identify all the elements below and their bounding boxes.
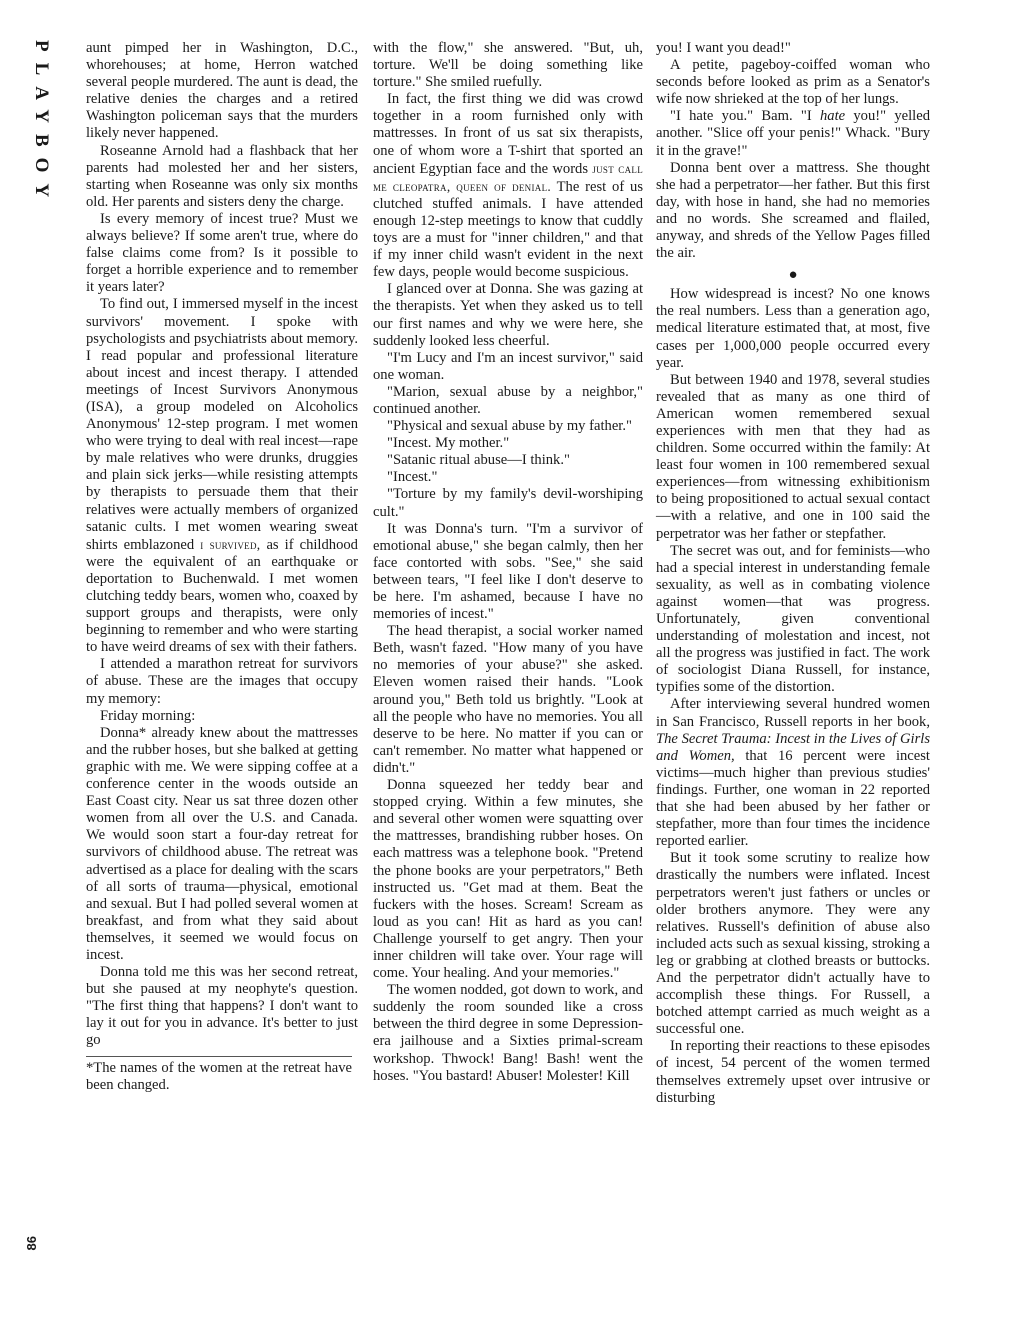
- paragraph: Donna* already knew about the mattresses and the rubber hoses, but she balked at getting graphic with me. We were sipping coffee at a conference center in the woods outside an East Coast city. Near us sat three dozen other women from all over the U.S. and Canada. We would soon start a four-day retreat for survivors of childhood abuse. The retreat was advertised as a place for dealing with the scars of all sorts of trauma—physical, emotional and sexual. But I had polled several women at breakfast, and from what they said about themselves, it seemed we would focus on incest.: [86, 724, 358, 963]
- article-column-1: [86, 40, 358, 1094]
- shirt-slogan: i survived,: [200, 536, 261, 552]
- paragraph: The secret was out, and for feminists—who had a special interest in understanding female sexuality, as well as in combating violence against women—that was progress. Unfortunately, given conventional understanding of molestation and incest, not all the progress was justified in fact. The work of sociologist Diana Russell, for instance, typifies some of the distortion.: [656, 542, 930, 696]
- paragraph: "Incest.": [387, 469, 438, 486]
- paragraph: Donna squeezed her teddy bear and stopped crying. Within a few minutes, she and several other women were squatting over the mattresses, brandishing rubber hoses. On each mattress was a telephone book. "Pretend the phone books are your perpetrators," Beth instructed us. "Get mad at them. Beat the fuckers with the hoses. Scream! Scream as loud as you can! Hit as hard as you can! Challenge yourself to get angry. Then your inner children will take over. Your rage will come. Your healing. And your memories.": [373, 777, 643, 982]
- paragraph-text: In fact, the first thing we did was crowd together in a room furnished only with mattresses. In front of us sat six therapists, one of whom wore a T-shirt that sported an ancient Egyptian face and the words: [373, 91, 643, 177]
- paragraph: A petite, pageboy-coiffed woman who seconds before looked as prim as a Senator's wife now shrieked at the top of her lungs.: [656, 57, 930, 108]
- paragraph: In reporting their reactions to these episodes of incest, 54 percent of the women termed themselves extremely upset over intrusive or disturbing: [656, 1038, 930, 1106]
- paragraph: "Physical and sexual abuse by my father.": [387, 418, 632, 435]
- article-column-2: [373, 40, 643, 1085]
- paragraph: It was Donna's turn. "I'm a survivor of emotional abuse," she began calmly, then her face contorted with sobs. "See," she said between tears, "I feel like I don't deserve to be here. I'm ashamed, because I have no memories of incest.": [373, 520, 643, 623]
- paragraph: Donna told me this was her second retreat, but she paused at my neophyte's question. "The first thing that happens? I don't want to lay it out for you in advance. It's better to just go: [86, 964, 358, 1049]
- paragraph: Donna bent over a mattress. She thought she had a perpetrator—her father. But this first day, with hose in hand, she had no memories and no words. She screamed and flailed, anyway, and shreds of the Yellow Pages filled the air.: [656, 159, 930, 262]
- paragraph: But between 1940 and 1978, several studies revealed that as many as one third of American women remembered sexual experiences with men that they had as children. Some occurred within the family: At least four women in 100 remembered sexual experiences—from witnessing exhibitionism to being propositioned to actual sexual contact—with a relative, and one in 100 said the perpetrator was her father or stepfather.: [656, 371, 930, 542]
- paragraph: with the flow," she answered. "But, uh, torture. We'll be doing something like torture." She smiled ruefully.: [373, 40, 643, 91]
- paragraph-text: After interviewing several hundred women in San Francisco, Russell reports in her book,: [656, 696, 930, 730]
- paragraph-text: "I hate you." Bam. "I: [670, 108, 812, 125]
- paragraph: Is every memory of incest true? Must we always believe? If some aren't true, where do false claims come from? Is it possible to forget a horrible experience and to remember it years later?: [86, 210, 358, 296]
- paragraph: "Torture by my family's devil-worshiping cult.": [373, 486, 643, 520]
- paragraph: I attended a marathon retreat for survivors of abuse. These are the images that occupy my memory:: [86, 656, 358, 707]
- page-number: 86: [24, 1236, 39, 1251]
- paragraph-text: as if childhood were the equivalent of an earthquake or deportation to Buchenwald. I met women clutching teddy bears, women who, coaxed by support groups and therapists, were only beginning to remember and who were starting to have weird dreams of sex with their fathers.: [86, 536, 358, 656]
- paragraph: I glanced over at Donna. She was gazing at the therapists. Yet when they asked us to tell our first names and why we were here, she suddenly looked less cheerful.: [373, 281, 643, 349]
- footnote-text: *The names of the women at the retreat have been changed.: [86, 1059, 352, 1093]
- book-title: The Secret Trauma: Incest in the Lives of Girls and Women,: [656, 730, 930, 764]
- footnote: [86, 1056, 352, 1094]
- tshirt-slogan: just call me cleopatra, queen of denial.: [373, 160, 644, 194]
- paragraph: The head therapist, a social worker named Beth, wasn't fazed. "How many of you have no memories of your abuse?" she asked. Eleven women raised their hands. "Look around you," Beth told us brightly. "Look at all the people who have no memories. You all deserve to be here. No matter if you can or can't remember. No matter what happened or didn't.": [373, 623, 643, 776]
- masthead-text: PLAYBOY: [31, 40, 52, 209]
- paragraph: you! I want you dead!": [656, 40, 791, 56]
- article-column-3: [656, 40, 930, 1107]
- paragraph: Roseanne Arnold had a flashback that her parents had molested her and her sisters, starting when Roseanne was only six months old. Her parents and sisters deny the charge.: [86, 142, 358, 210]
- paragraph: But it took some scrutiny to realize how drastically the numbers were inflated. Incest perpetrators weren't just fathers or uncles or older brothers anymore. They were any relatives. Russell's definition of abuse also included acts such as sexual kissing, stroking a leg or grabbing at clothed breasts or buttocks. And the perpetrator didn't actually have to accomplish these things. For Russell, a botched attempt carried as much weight as a successful one.: [656, 850, 930, 1038]
- paragraph-text: To find out, I immersed myself in the incest survivors' movement. I spoke with psychologists and psychiatrists about memory. I read popular and professional literature about incest and incest therapy. I attended meetings of Incest Survivors Anonymous (ISA), a group modeled on Alcoholics Anonymous' 12-step program. I met women who were trying to deal with real incest—rape by male relatives who were drunks, druggies and plain sick jerks—while resisting attempts by therapists to persuade them that their relatives were actually members of organized satanic cults. I met women wearing sweat shirts emblazoned: [86, 296, 358, 553]
- paragraph: The women nodded, got down to work, and suddenly the room sounded like a cross between the third degree in some Depression-era jailhouse and a Sixties primal-scream workshop. Thwock! Bang! Bash! went the hoses. "You bastard! Abuser! Molester! Kill: [373, 982, 643, 1084]
- emphasis-text: hate: [819, 108, 846, 125]
- paragraph: [656, 696, 930, 850]
- paragraph-text: The rest of us clutched stuffed animals. I have attended enough 12-step meetings to know that cuddly toys are a must for "inner children," and that if my inner child wasn't evident in the next few days, people would become suspicious.: [373, 178, 643, 281]
- paragraph-text: that 16 percent were incest victims—much higher than previous studies' findings. Further, one woman in 22 reported that she had been abused by her father or stepfather, more than four times the incidence reported earlier.: [656, 747, 930, 850]
- paragraph: How widespread is incest? No one knows the real numbers. Less than a generation ago, medical literature estimated that, at most, five cases per 1,000,000 people occurred every year.: [656, 286, 930, 371]
- paragraph-text: you!" yelled another. "Slice off your penis!" Whack. "Bury it in the grave!": [656, 108, 931, 159]
- section-separator-icon: ●: [788, 267, 798, 284]
- paragraph: aunt pimped her in Washington, D.C., whorehouses; at home, Herron watched several people murdered. The aunt is dead, the relative denies the charges and a retired Washington policeman says that the murders likely never happened.: [86, 40, 358, 142]
- paragraph: [656, 108, 930, 159]
- paragraph: "Satanic ritual abuse—I think.": [387, 452, 570, 469]
- paragraph: [373, 91, 643, 281]
- paragraph: [86, 296, 358, 656]
- paragraph: "Incest. My mother.": [387, 435, 510, 452]
- paragraph: Friday morning:: [100, 707, 196, 724]
- magazine-masthead: [22, 40, 52, 220]
- paragraph: "Marion, sexual abuse by a neighbor," continued another.: [373, 383, 643, 417]
- paragraph: "I'm Lucy and I'm an incest survivor," said one woman.: [373, 349, 643, 383]
